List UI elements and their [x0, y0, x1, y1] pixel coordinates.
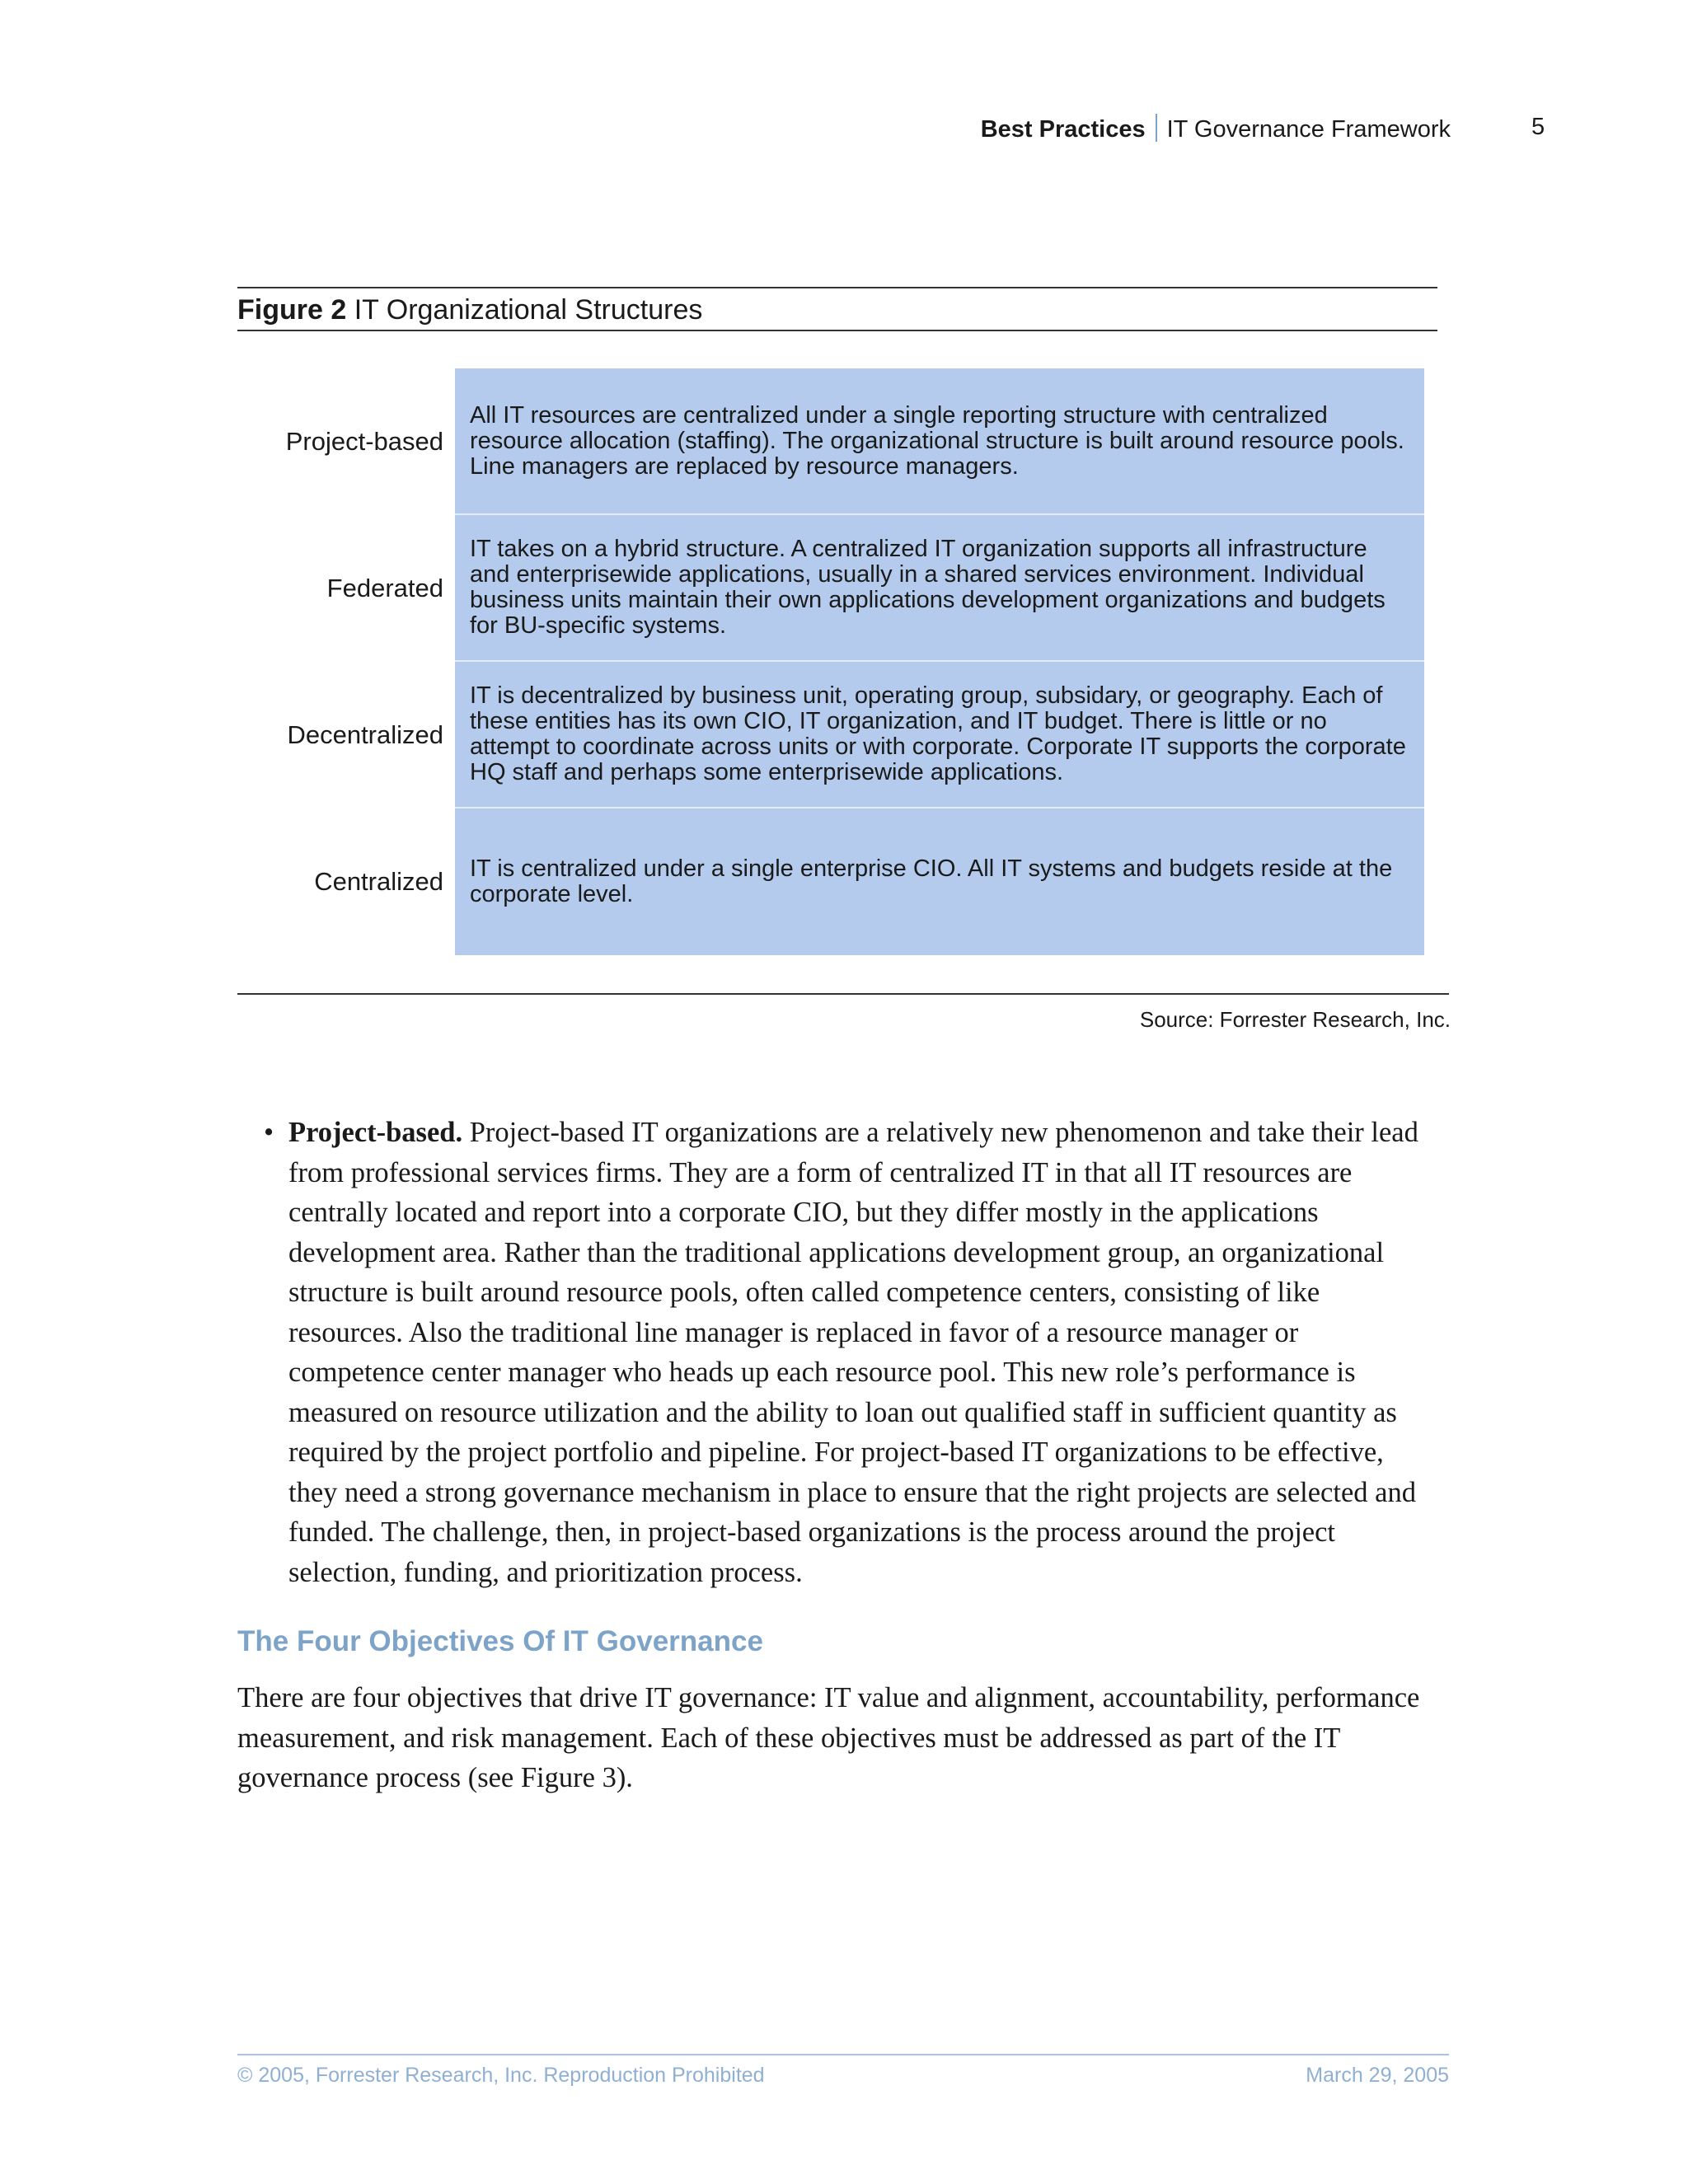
figure-source: Source: Forrester Research, Inc.: [1139, 1007, 1451, 1032]
org-structures-table: [237, 368, 1424, 955]
table-row: [237, 515, 1424, 662]
figure-caption-rule: [237, 330, 1437, 331]
figure-caption: [237, 294, 702, 326]
row-label: Centralized: [314, 867, 443, 896]
row-label: Decentralized: [287, 720, 443, 749]
table-row: [237, 662, 1424, 808]
row-description: All IT resources are centralized under a single reporting structure with centralized resource allocation (staffing). The organizational structure is built around resource pools. Line managers are replaced by resource managers.: [455, 368, 1424, 515]
figure-number: Figure 2: [237, 294, 347, 326]
bullet-marker: •: [264, 1117, 274, 1148]
header-divider: [1156, 114, 1157, 142]
row-description: IT is decentralized by business unit, operating group, subsidary, or geography. Each of these entities has its own CIO, IT organization, and IT budget. There is little or no attempt to coordinate across units or with corporate. Corporate IT supports the corporate HQ staff and perhaps some enterprisewide applications.: [455, 662, 1424, 808]
bullet-body: Project-based IT organizations are a relatively new phenomenon and take their lead from professional services firms. They are a form of centralized IT in that all IT resources are centrally located and report into a corporate CIO, but they differ mostly in the applications development area. Rather than the traditional applications development group, an organizational structure is built around resource pools, often called competence centers, consisting of like resources. Also the traditional line manager is replaced in favor of a resource manager or competence center manager who heads up each resource pool. This new role’s performance is measured on resource utilization and the ability to loan out qualified staff in sufficient quantity as required by the project portfolio and pipeline. For project-based IT organizations to be effective, they need a strong governance mechanism in place to ensure that the right projects are selected and funded. The challenge, then, in project-based organizations is the process around the project selection, funding, and prioritization process.: [288, 1117, 1418, 1588]
table-row: [237, 808, 1424, 955]
table-row: [237, 368, 1424, 515]
running-header: [981, 114, 1451, 143]
row-label: Project-based: [285, 427, 443, 456]
row-label: Federated: [326, 574, 443, 602]
section-paragraph: There are four objectives that drive IT governance: IT value and alignment, accountability, performance measurement, and risk management. Each of these objectives must be addressed as part of the IT governance process (see Figure 3).: [237, 1682, 1420, 1793]
header-title: IT Governance Framework: [1166, 116, 1451, 143]
footer-copyright: © 2005, Forrester Research, Inc. Reproduction Prohibited: [237, 2064, 765, 2087]
figure-top-rule: [237, 287, 1437, 288]
footer-date: March 29, 2005: [1306, 2064, 1449, 2087]
header-section: Best Practices: [980, 116, 1146, 143]
row-description: IT is centralized under a single enterprise CIO. All IT systems and budgets reside at the corporate level.: [455, 808, 1424, 955]
bullet-paragraph: [264, 1113, 1434, 1592]
section-heading: The Four Objectives Of IT Governance: [237, 1625, 763, 1657]
figure-title: IT Organizational Structures: [354, 294, 703, 326]
row-description: IT takes on a hybrid structure. A centralized IT organization supports all infrastructure and enterprisewide applications, usually in a shared services environment. Individual business units maintain their own applications development organizations and budgets for BU-specific systems.: [455, 515, 1424, 662]
page-number: 5: [1531, 114, 1545, 140]
bullet-lead: Project-based.: [288, 1117, 463, 1148]
figure-bottom-rule: [237, 993, 1449, 995]
footer-rule: [237, 2054, 1449, 2055]
